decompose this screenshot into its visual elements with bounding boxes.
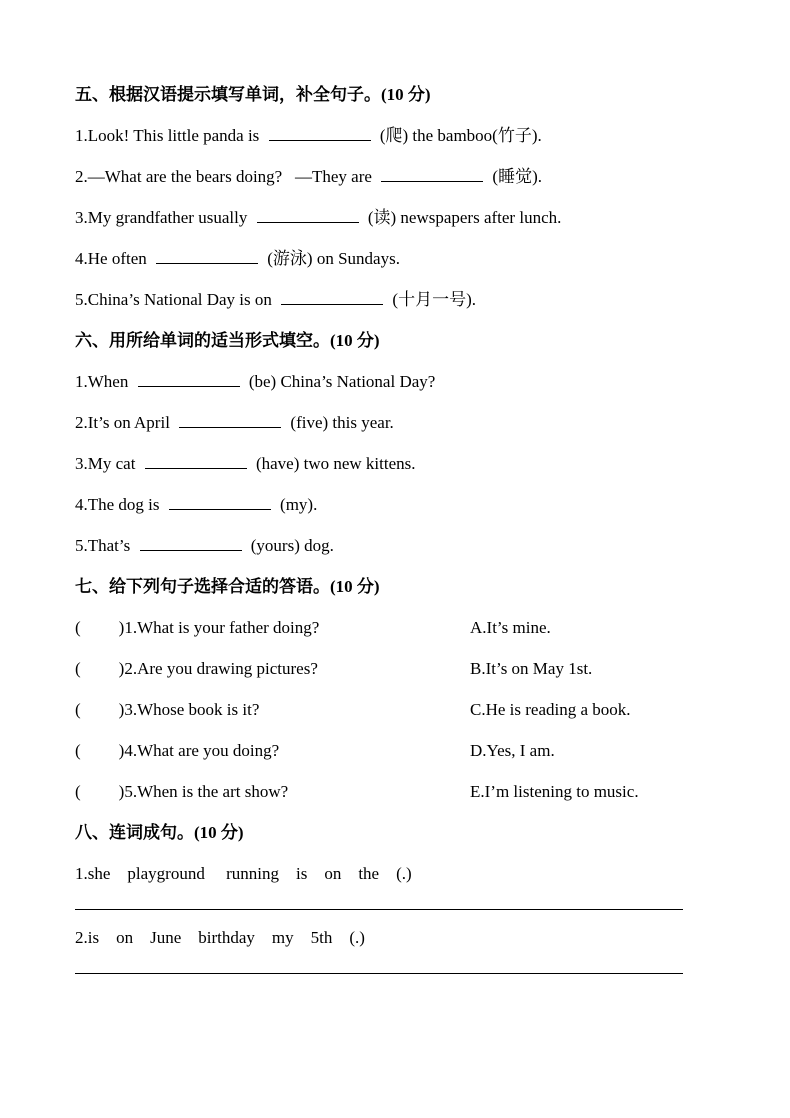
word-order-question [75,864,712,884]
section-5-title: 五、根据汉语提示填写单词，补全句子。 [75,85,381,104]
question-text: 2.is on June birthday my 5th (.) [75,928,365,947]
section-8-heading [75,823,712,843]
fill-blank-question [75,372,712,392]
answer-blank [381,167,483,182]
section-6-title: 六、用所给单词的适当形式填空。 [75,331,330,350]
question-text: )2.Are you drawing pictures? [118,659,318,678]
question-text: (游泳) on Sundays. [267,249,400,268]
question-text: 1.When [75,372,129,391]
question-text: (睡觉). [492,167,542,186]
question-text: 5.That’s [75,536,131,555]
fill-blank-question [75,536,712,556]
answer-blank [156,249,258,264]
section-6-heading [75,331,712,351]
section-5-score: (10 分) [381,85,431,104]
fill-blank-question [75,249,712,269]
matching-answer: E.I’m listening to music. [470,782,639,801]
bracket-open: ( [75,700,81,719]
question-text: (my). [280,495,318,514]
answer-blank [140,536,242,551]
fill-blank-question [75,413,712,433]
matching-answer: A.It’s mine. [470,618,551,637]
question-text: 1.Look! This little panda is [75,126,260,145]
answer-writing-line [75,973,683,974]
matching-row [75,618,712,638]
bracket-open: ( [75,741,81,760]
answer-writing-line [75,909,683,910]
question-text: 4.He often [75,249,147,268]
section-7-title: 七、给下列句子选择合适的答语。 [75,577,330,596]
section-7-heading [75,577,712,597]
matching-question [75,618,470,638]
fill-blank-question [75,495,712,515]
fill-blank-question [75,167,712,187]
section-8-score: (10 分) [194,823,244,842]
question-text: 4.The dog is [75,495,160,514]
answer-blank [138,372,240,387]
answer-blank [169,495,271,510]
bracket-open: ( [75,659,81,678]
fill-blank-question [75,290,712,310]
matching-question [75,741,470,761]
section-7-score: (10 分) [330,577,380,596]
matching-answer: C.He is reading a book. [470,700,631,719]
answer-blank [179,413,281,428]
question-text: (yours) dog. [250,536,334,555]
question-text: (爬) the bamboo(竹子). [379,126,542,145]
question-text: 3.My grandfather usually [75,208,248,227]
fill-blank-question [75,208,712,228]
bracket-open: ( [75,618,81,637]
question-text: (十月一号). [392,290,476,309]
question-text: )1.What is your father doing? [118,618,320,637]
matching-row [75,659,712,679]
question-text: 2.It’s on April [75,413,170,432]
section-8-title: 八、连词成句。 [75,823,194,842]
matching-row [75,700,712,720]
section-6-score: (10 分) [330,331,380,350]
word-order-question [75,928,712,948]
question-text: )5.When is the art show? [118,782,289,801]
answer-blank [281,290,383,305]
matching-row [75,782,712,802]
question-text: (be) China’s National Day? [248,372,436,391]
answer-blank [269,126,371,141]
answer-blank [145,454,247,469]
matching-answer: D.Yes, I am. [470,741,555,760]
section-5-heading [75,85,712,105]
fill-blank-question [75,126,712,146]
question-text: )3.Whose book is it? [118,700,260,719]
matching-question [75,659,470,679]
question-text: (have) two new kittens. [255,454,416,473]
answer-blank [257,208,359,223]
question-text: 2.—What are the bears doing? —They are [75,167,372,186]
question-text: (five) this year. [290,413,394,432]
question-text: (读) newspapers after lunch. [367,208,562,227]
question-text: )4.What are you doing? [118,741,280,760]
question-text: 5.China’s National Day is on [75,290,272,309]
question-text: 1.she playground running is on the (.) [75,864,412,883]
matching-question [75,782,470,802]
matching-answer: B.It’s on May 1st. [470,659,593,678]
bracket-open: ( [75,782,81,801]
matching-question [75,700,470,720]
fill-blank-question [75,454,712,474]
question-text: 3.My cat [75,454,136,473]
matching-row [75,741,712,761]
